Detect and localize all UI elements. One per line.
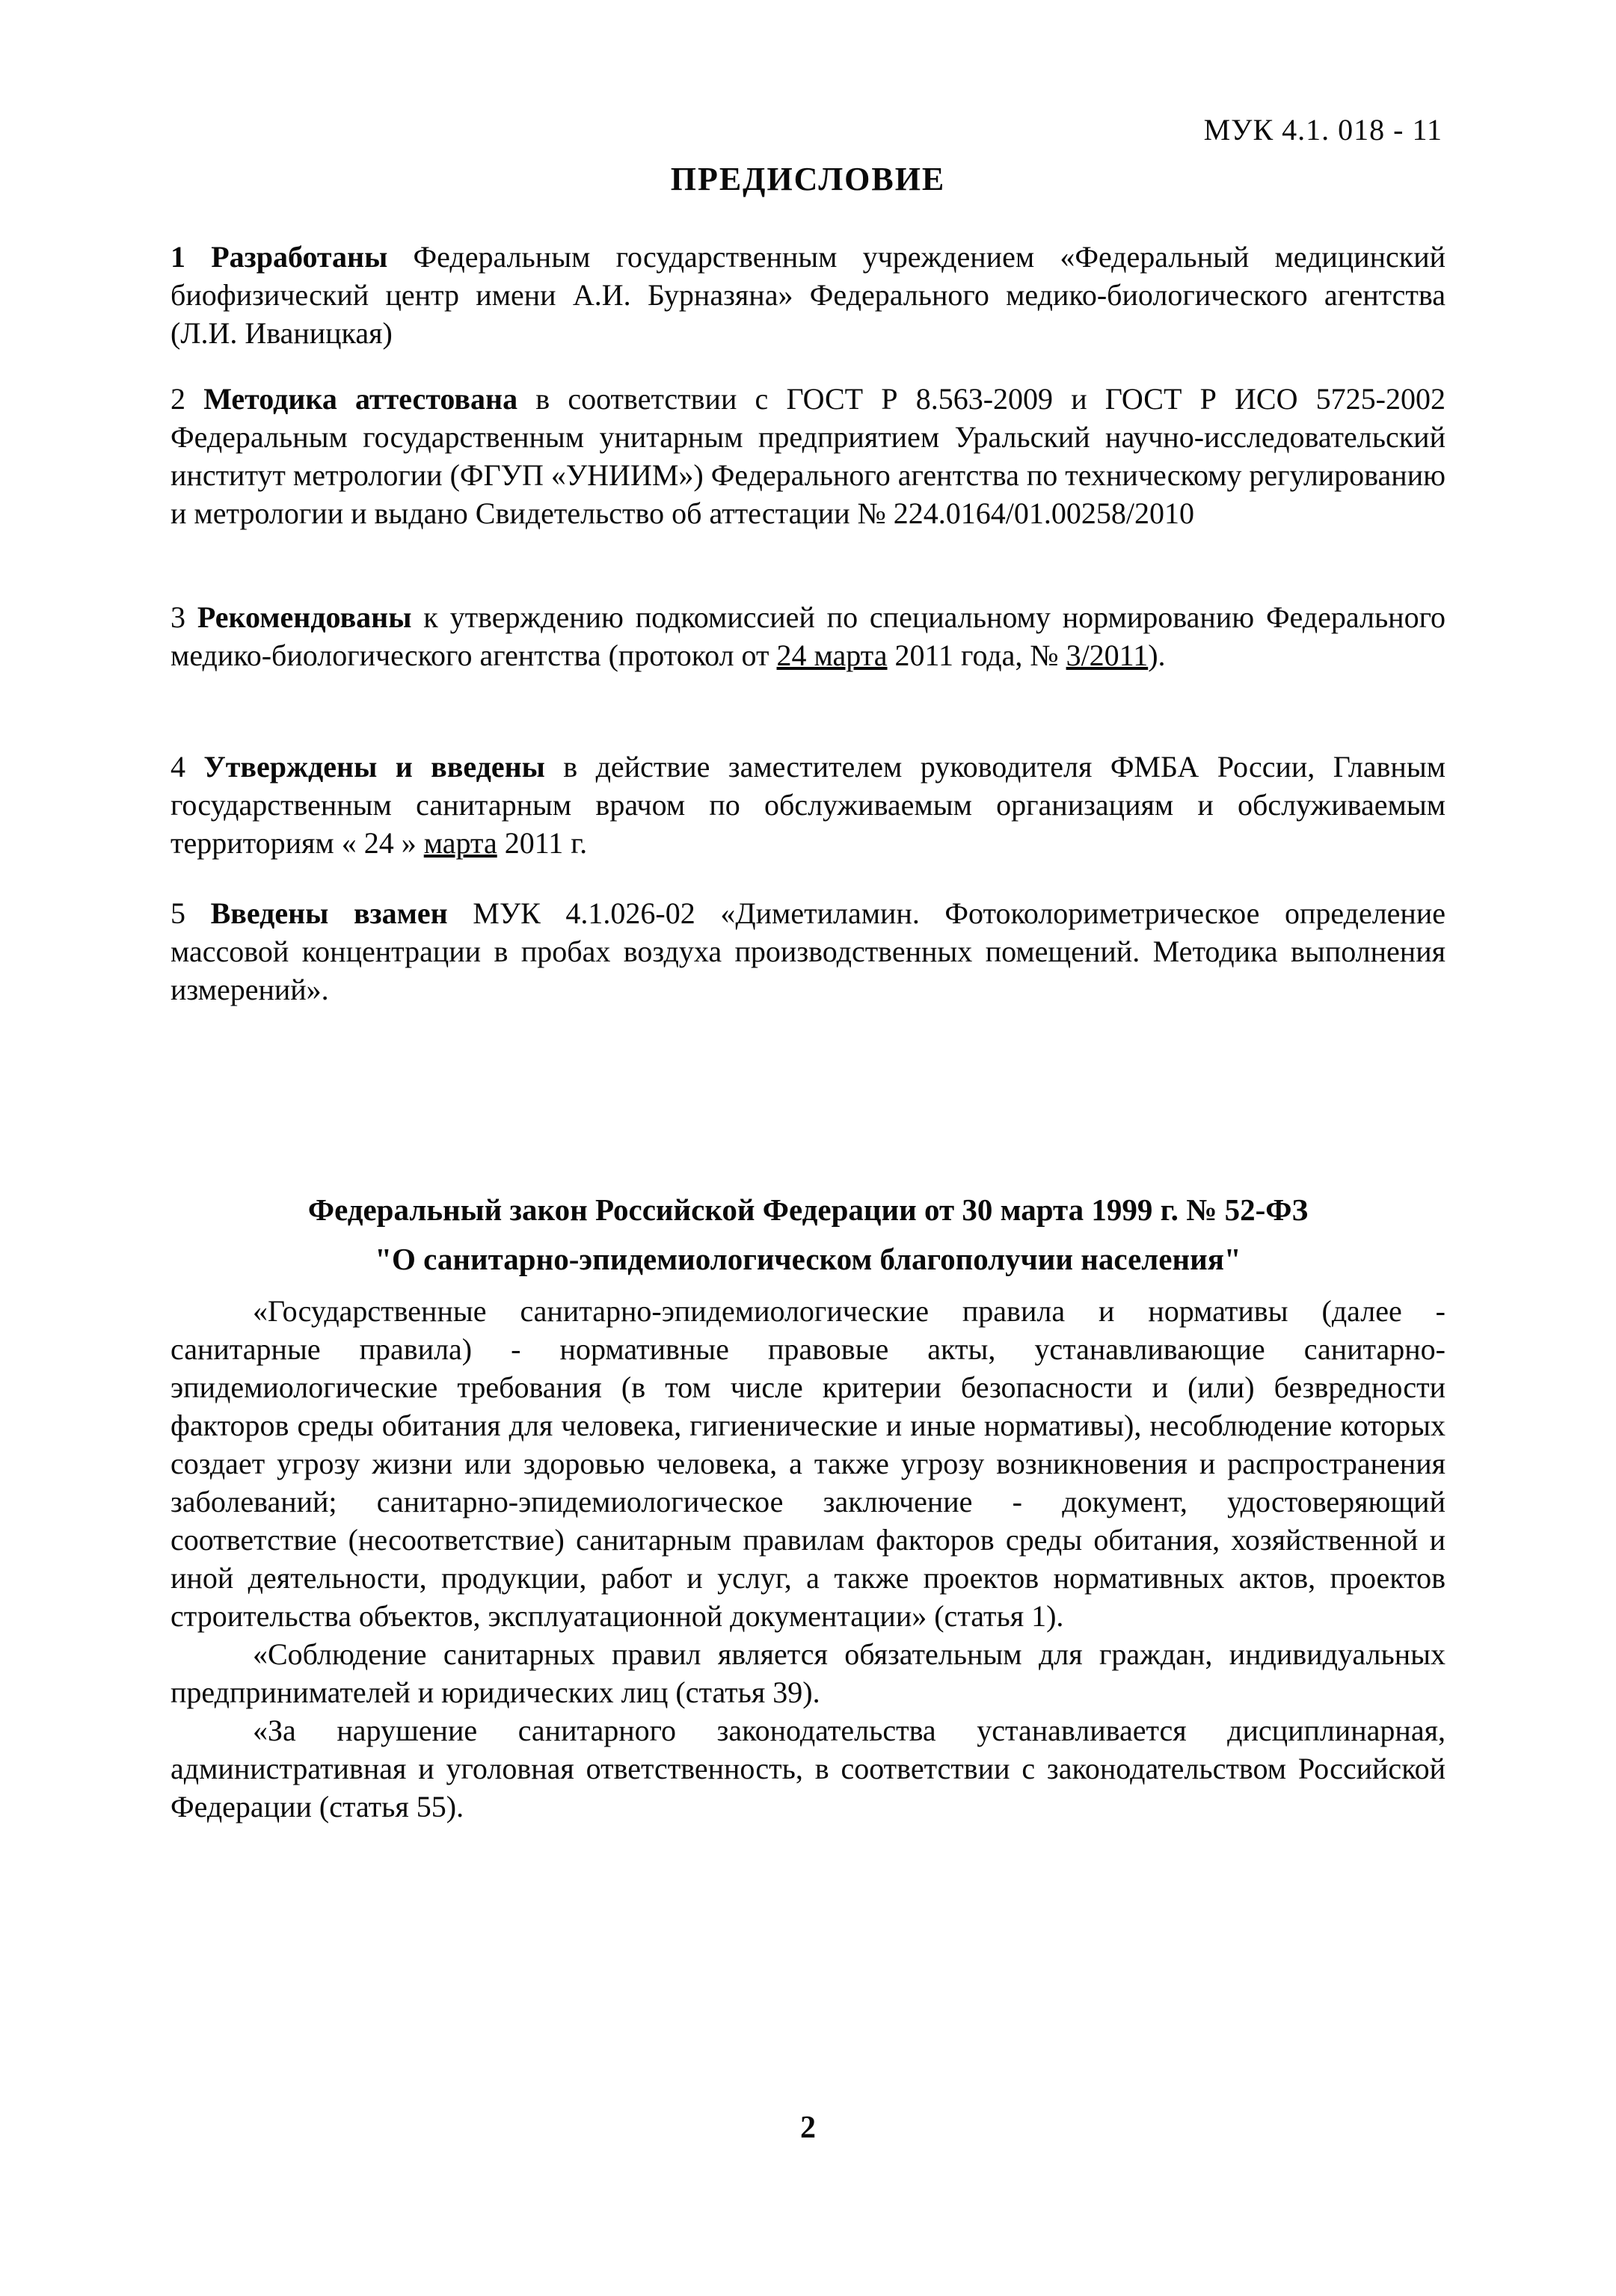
item-text-a: к утверждению подкомиссией по специальному нормированию Федерального медико-биологического агентства (протокол от <box>170 600 1446 672</box>
law-paragraph: «За нарушение санитарного законодательства устанавливается дисциплинарная, административная и уголовная ответственность, в соответствии с законодательством Российской Федерации (статья 55). <box>170 1714 1446 1823</box>
foreword-item-2 <box>170 380 1446 532</box>
item-text: Федеральным государственным учреждением «Федеральный медицинский биофизический центр имени А.И. Бурназяна» Федерального медико-биологического агентства (Л.И. Иваницкая) <box>170 240 1446 350</box>
item-text-b: 2011 года, № <box>887 638 1066 672</box>
protocol-date: 24 марта <box>776 638 888 672</box>
foreword-item-5 <box>170 894 1446 1009</box>
foreword-item-4 <box>170 748 1446 862</box>
foreword-item-1 <box>170 238 1446 352</box>
page-number: 2 <box>800 2111 816 2145</box>
law-quotes <box>170 1292 1446 1826</box>
item-lead: Утверждены и введены <box>203 750 545 784</box>
item-text: в соответствии с ГОСТ Р 8.563-2009 и ГОСТ Р ИСО 5725-2002 Федеральным государственным унитарным предприятием Уральский научно-исследовательский институт метрологии (ФГУП «УНИИМ») Федерального агентства по техническому регулированию и метрологии и выдано Свидетельство об аттестации № 224.0164/01.00258/2010 <box>170 382 1446 530</box>
law-title: Федеральный закон Российской Федерации от 30 марта 1999 г. № 52-ФЗ <box>307 1192 1309 1227</box>
law-subtitle: "О санитарно-эпидемиологическом благополучии населения" <box>375 1242 1241 1276</box>
item-number: 4 <box>170 750 185 784</box>
law-paragraph: «Соблюдение санитарных правил является обязательным для граждан, индивидуальных предпринимателей и юридических лиц (статья 39). <box>170 1637 1446 1709</box>
item-text-c: ). <box>1148 638 1166 672</box>
item-lead: Введены взамен <box>210 896 448 930</box>
item-lead: Разработаны <box>211 240 388 274</box>
protocol-number: 3/2011 <box>1066 638 1149 672</box>
item-lead: Рекомендованы <box>197 600 412 634</box>
item-number: 1 <box>170 240 185 274</box>
item-number: 2 <box>170 382 185 416</box>
item-number: 3 <box>170 600 185 634</box>
item-lead: Методика аттестована <box>203 382 518 416</box>
law-paragraph: «Государственные санитарно-эпидемиологические правила и нормативы (далее - санитарные правила) - нормативные правовые акты, устанавливающие санитарно-эпидемиологические требования (в том числе критерии безопасности и (или) безвредности факторов среды обитания для человека, гигиенические и иные нормативы), несоблюдение которых создает угрозу жизни или здоровью человека, а также угрозу возникновения и распространения заболеваний; санитарно-эпидемиологическое заключение - документ, удостоверяющий соответствие (несоответствие) санитарным правилам факторов среды обитания, хозяйственной и иной деятельности, продукции, работ и услуг, а также проектов нормативных актов, проектов строительства объектов, эксплуатационной документации» (статья 1). <box>170 1294 1446 1633</box>
item-text-b: 2011 г. <box>497 826 588 860</box>
document-code: МУК 4.1. 018 - 11 <box>1203 113 1443 147</box>
foreword-item-3 <box>170 598 1446 674</box>
foreword-title: ПРЕДИСЛОВИЕ <box>670 161 946 197</box>
item-number: 5 <box>170 896 185 930</box>
item-text-a: в действие заместителем руководителя ФМБА России, Главным государственным санитарным врачом по обслуживаемым организациям и обслуживаемым территориям « 24 » <box>170 750 1446 860</box>
approval-month: марта <box>423 826 497 860</box>
item-text: МУК 4.1.026-02 «Диметиламин. Фотоколориметрическое определение массовой концентрации в пробах воздуха производственных помещений. Методика выполнения измерений». <box>170 896 1446 1006</box>
